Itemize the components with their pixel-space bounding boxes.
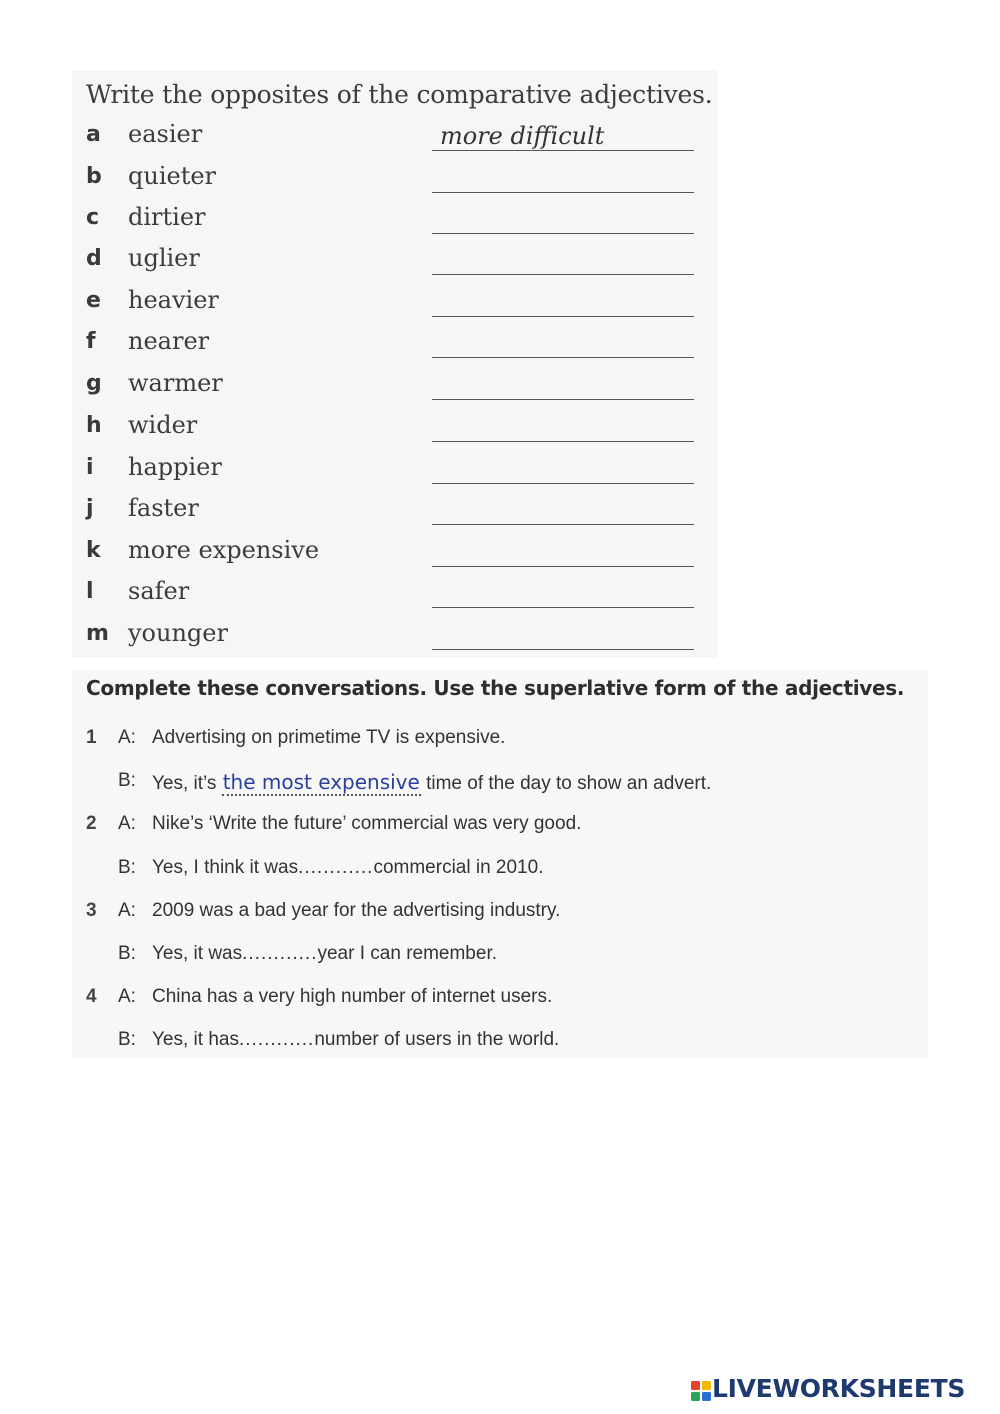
- item-word: happier: [128, 453, 222, 481]
- item-row-j: [72, 492, 718, 534]
- conversation-4-b: [72, 1029, 928, 1059]
- conversation-number: 4: [86, 986, 97, 1007]
- line-text: [152, 770, 711, 795]
- answer-line: [432, 274, 694, 275]
- logo-square-2: [702, 1381, 711, 1390]
- item-row-m: [72, 617, 718, 659]
- answer-line: [432, 441, 694, 442]
- line-text: Advertising on primetime TV is expensive.: [152, 727, 506, 748]
- item-word: uglier: [128, 244, 200, 272]
- logo-text: LIVEWORKSHEETS: [712, 1374, 966, 1403]
- item-word: safer: [128, 577, 190, 605]
- item-row-d: [72, 242, 718, 284]
- conversation-1-a: [72, 727, 928, 757]
- item-word: easier: [128, 120, 203, 148]
- answer-line: [432, 192, 694, 193]
- item-word: warmer: [128, 369, 223, 397]
- conversation-number: 1: [86, 727, 97, 748]
- conversation-number: 2: [86, 813, 97, 834]
- speaker-label: B:: [118, 770, 136, 791]
- answer-line: [432, 524, 694, 525]
- speaker-label: A:: [118, 900, 136, 921]
- answer-blank[interactable]: ............: [242, 943, 318, 964]
- logo-mark-icon: [690, 1380, 712, 1402]
- text-after: commercial in 2010.: [373, 857, 544, 878]
- answer-line: [432, 483, 694, 484]
- line-text: 2009 was a bad year for the advertising industry.: [152, 900, 561, 921]
- item-letter: j: [86, 496, 94, 521]
- answer-blank[interactable]: ............: [238, 1029, 315, 1050]
- item-letter: b: [86, 164, 102, 189]
- item-word: younger: [128, 619, 228, 647]
- speaker-label: B:: [118, 943, 136, 964]
- item-letter: d: [86, 246, 102, 271]
- item-row-c: [72, 201, 718, 243]
- text-before: Yes, it was: [152, 943, 243, 964]
- line-text: [152, 1029, 559, 1051]
- item-letter: m: [86, 621, 109, 646]
- item-word: more expensive: [128, 536, 320, 564]
- answer-field[interactable]: the most expensive: [222, 770, 420, 794]
- item-row-a: [72, 118, 718, 160]
- item-row-k: [72, 534, 718, 576]
- speaker-label: B:: [118, 1029, 136, 1050]
- conversation-3-b: [72, 943, 928, 973]
- exercise-2-title: Complete these conversations. Use the superlative form of the adjectives.: [86, 676, 905, 700]
- answer-blank[interactable]: ............: [298, 857, 374, 878]
- answer-field[interactable]: more difficult: [440, 122, 605, 150]
- item-letter: a: [86, 122, 101, 147]
- exercise-1-section: [72, 70, 718, 658]
- answer-line: [432, 566, 694, 567]
- logo-square-1: [691, 1381, 700, 1390]
- speaker-label: A:: [118, 813, 136, 834]
- answer-line: [432, 316, 694, 317]
- item-word: dirtier: [128, 203, 206, 231]
- item-letter: k: [86, 538, 101, 563]
- item-letter: h: [86, 413, 102, 438]
- item-letter: e: [86, 288, 101, 313]
- conversation-number: 3: [86, 900, 97, 921]
- logo-square-3: [691, 1392, 700, 1401]
- item-letter: c: [86, 205, 100, 230]
- item-row-h: [72, 409, 718, 451]
- item-row-e: [72, 284, 718, 326]
- text-before: Yes, I think it was: [152, 857, 299, 878]
- item-row-g: [72, 367, 718, 409]
- line-text: [152, 857, 543, 879]
- item-word: heavier: [128, 286, 219, 314]
- item-letter: i: [86, 455, 94, 480]
- speaker-label: B:: [118, 857, 136, 878]
- text-before: Yes, it’s: [152, 773, 222, 794]
- speaker-label: A:: [118, 986, 136, 1007]
- item-letter: g: [86, 371, 102, 396]
- line-text: [152, 943, 497, 965]
- conversation-1-b: [72, 770, 928, 800]
- exercise-2-section: [72, 670, 928, 1058]
- item-row-l: [72, 575, 718, 617]
- answer-line: [432, 150, 694, 151]
- conversation-3-a: [72, 900, 928, 930]
- speaker-label: A:: [118, 727, 136, 748]
- line-text: China has a very high number of internet users.: [152, 986, 553, 1007]
- item-row-f: [72, 325, 718, 367]
- answer-line: [432, 649, 694, 650]
- logo-square-4: [702, 1392, 711, 1401]
- answer-line: [432, 607, 694, 608]
- item-letter: l: [86, 579, 94, 604]
- item-word: wider: [128, 411, 198, 439]
- item-word: nearer: [128, 327, 210, 355]
- conversation-2-a: [72, 813, 928, 843]
- line-text: Nike’s ‘Write the future’ commercial was very good.: [152, 813, 582, 834]
- answer-line: [432, 399, 694, 400]
- conversation-2-b: [72, 857, 928, 887]
- text-after: time of the day to show an advert.: [420, 773, 712, 794]
- item-row-i: [72, 451, 718, 493]
- answer-line: [432, 233, 694, 234]
- text-after: year I can remember.: [317, 943, 498, 964]
- item-row-b: [72, 160, 718, 202]
- conversation-4-a: [72, 986, 928, 1016]
- answer-line: [432, 357, 694, 358]
- text-after: number of users in the world.: [314, 1029, 560, 1050]
- item-letter: f: [86, 329, 96, 354]
- item-word: faster: [128, 494, 199, 522]
- text-before: Yes, it has: [152, 1029, 239, 1050]
- item-word: quieter: [128, 162, 217, 190]
- exercise-1-title: Write the opposites of the comparative adjectives.: [86, 80, 713, 109]
